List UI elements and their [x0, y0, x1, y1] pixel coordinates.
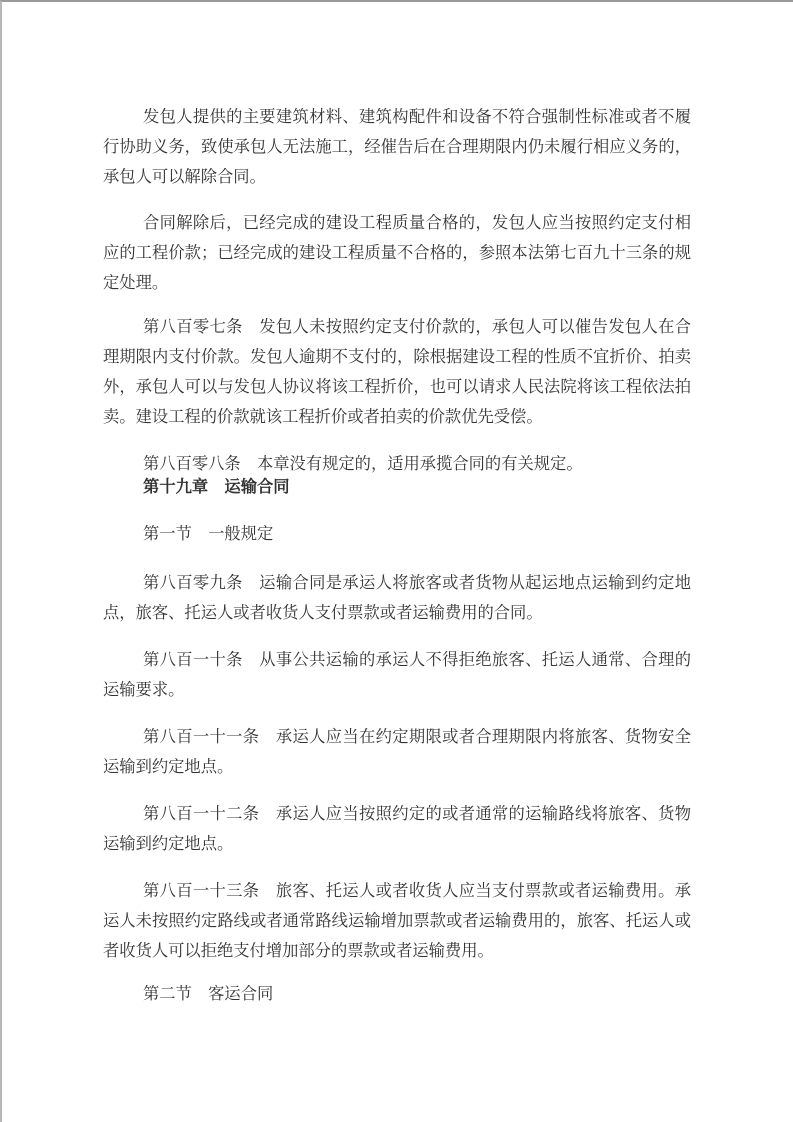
section-1-heading: 第一节 一般规定 — [143, 524, 274, 543]
para-material-breach-termination: 发包人提供的主要建筑材料、建筑构配件和设备不符合强制性标准或者不履行协助义务，致使承包人无法施工，经催告后在合理期限内仍未履行相应义务的，承包人可以解除合同。 — [103, 107, 691, 186]
para-post-termination-payment: 合同解除后，已经完成的建设工程质量合格的，发包人应当按照约定支付相应的工程价款；已经完成的建设工程质量不合格的，参照本法第七百九十三条的规定处理。 — [103, 213, 691, 292]
section-2-heading: 第二节 客运合同 — [143, 984, 274, 1003]
article-812: 第八百一十二条 承运人应当按照约定的或者通常的运输路线将旅客、货物运输到约定地点。 — [103, 804, 691, 853]
article-808: 第八百零八条 本章没有规定的，适用承揽合同的有关规定。 — [143, 454, 583, 473]
article-813: 第八百一十三条 旅客、托运人或者收货人应当支付票款或者运输费用。承运人未按照约定路线或者通常路线运输增加票款或者运输费用的，旅客、托运人或者收货人可以拒绝支付增加部分的票款或者运输费用。 — [103, 881, 691, 960]
article-811: 第八百一十一条 承运人应当在约定期限或者合理期限内将旅客、货物安全运输到约定地点。 — [103, 727, 691, 776]
document-body — [103, 102, 691, 1009]
article-807: 第八百零七条 发包人未按照约定支付价款的，承包人可以催告发包人在合理期限内支付价款。发包人逾期不支付的，除根据建设工程的性质不宜折价、拍卖外，承包人可以与发包人协议将该工程折价，也可以请求人民法院将该工程依法拍卖。建设工程的价款就该工程折价或者拍卖的价款优先受偿。 — [103, 317, 691, 426]
article-809: 第八百零九条 运输合同是承运人将旅客或者货物从起运地点运输到约定地点，旅客、托运人或者收货人支付票款或者运输费用的合同。 — [103, 573, 691, 622]
article-810: 第八百一十条 从事公共运输的承运人不得拒绝旅客、托运人通常、合理的运输要求。 — [103, 650, 691, 699]
chapter-19-heading: 第十九章 运输合同 — [143, 477, 290, 496]
